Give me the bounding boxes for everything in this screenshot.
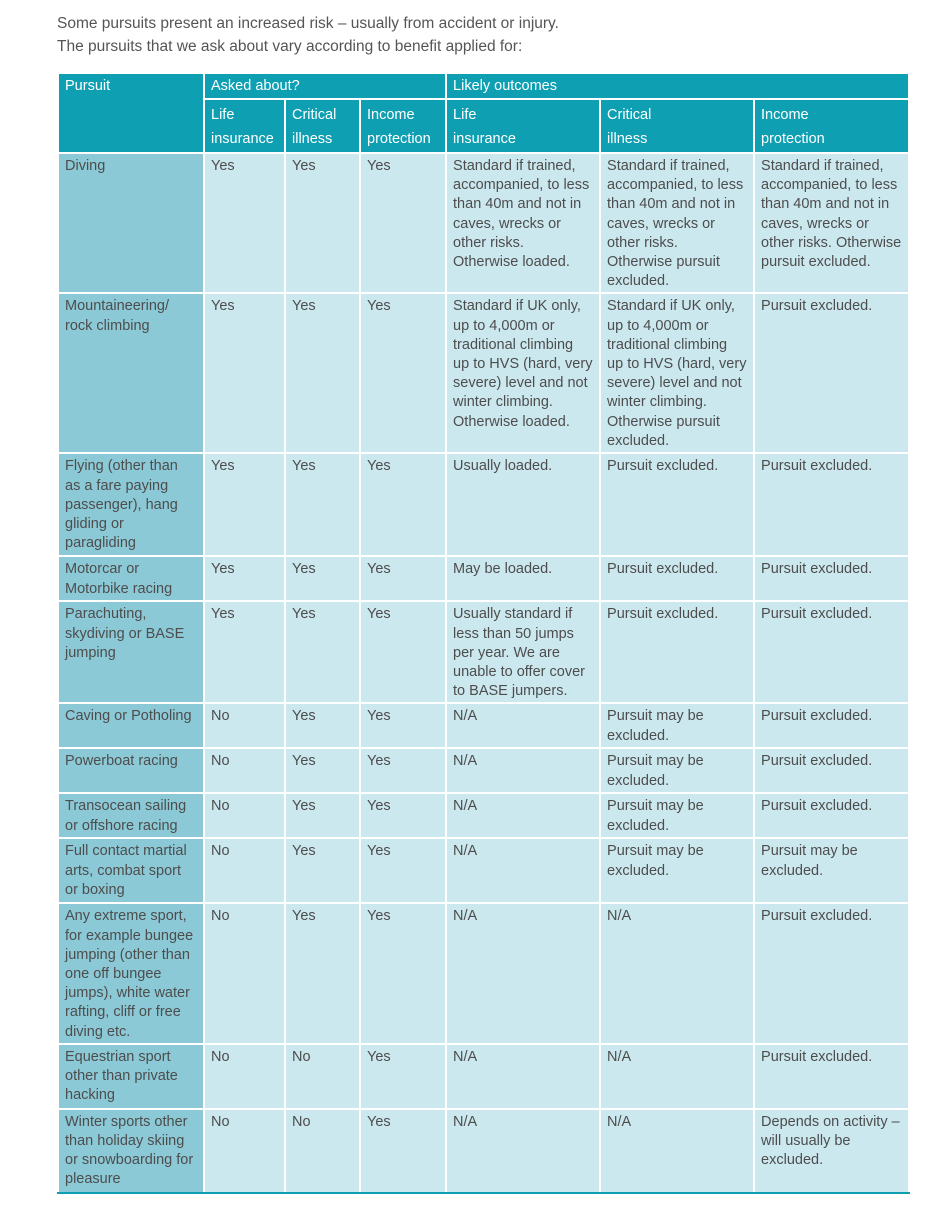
asked-income-protection-cell: Yes	[360, 903, 446, 1043]
outcome-critical-illness-cell: Pursuit excluded.	[600, 556, 754, 601]
asked-critical-illness-cell: No	[285, 1044, 360, 1109]
asked-critical-illness-header: Critical illness	[285, 99, 360, 153]
asked-life-insurance-cell: No	[204, 1044, 285, 1109]
table-row	[58, 1044, 909, 1109]
asked-life-insurance-cell: Yes	[204, 601, 285, 703]
asked-income-protection-cell: Yes	[360, 838, 446, 903]
outcome-income-protection-cell: Pursuit excluded.	[754, 453, 909, 556]
table-row	[58, 703, 909, 748]
pursuit-name-cell: Any extreme sport, for example bungee jumping (other than one off bungee jumps), white water rafting, cliff or free diving etc.	[58, 903, 204, 1043]
outcome-life-insurance-header: Life insurance	[446, 99, 600, 153]
asked-critical-illness-cell: No	[285, 1109, 360, 1193]
asked-life-insurance-header: Life insurance	[204, 99, 285, 153]
asked-life-insurance-cell: Yes	[204, 453, 285, 556]
pursuit-name-cell: Full contact martial arts, combat sport or boxing	[58, 838, 204, 903]
outcome-income-protection-cell: Pursuit excluded.	[754, 1044, 909, 1109]
outcome-critical-illness-cell: Pursuit may be excluded.	[600, 793, 754, 838]
asked-income-protection-cell: Yes	[360, 293, 446, 453]
outcome-income-protection-cell: Pursuit excluded.	[754, 793, 909, 838]
asked-income-protection-cell: Yes	[360, 1044, 446, 1109]
asked-income-protection-cell: Yes	[360, 748, 446, 793]
pursuit-name-cell: Diving	[58, 153, 204, 293]
outcome-life-insurance-cell: N/A	[446, 793, 600, 838]
asked-life-insurance-cell: No	[204, 703, 285, 748]
pursuit-name-cell: Powerboat racing	[58, 748, 204, 793]
asked-critical-illness-cell: Yes	[285, 703, 360, 748]
outcome-income-protection-cell: Pursuit excluded.	[754, 293, 909, 453]
asked-life-insurance-cell: Yes	[204, 293, 285, 453]
pursuit-name-cell: Caving or Potholing	[58, 703, 204, 748]
table-row	[58, 838, 909, 903]
table-body	[58, 153, 909, 1193]
outcome-life-insurance-cell: N/A	[446, 703, 600, 748]
outcome-life-insurance-cell: N/A	[446, 748, 600, 793]
table-row	[58, 556, 909, 601]
asked-life-insurance-cell: No	[204, 793, 285, 838]
asked-life-insurance-cell: Yes	[204, 556, 285, 601]
outcome-life-insurance-cell: N/A	[446, 903, 600, 1043]
asked-life-insurance-cell: No	[204, 1109, 285, 1193]
outcome-income-protection-cell: Pursuit excluded.	[754, 556, 909, 601]
asked-critical-illness-cell: Yes	[285, 903, 360, 1043]
outcome-income-protection-header: Income protection	[754, 99, 909, 153]
table-row	[58, 1109, 909, 1193]
outcome-critical-illness-cell: Pursuit may be excluded.	[600, 703, 754, 748]
outcome-critical-illness-cell: Pursuit may be excluded.	[600, 838, 754, 903]
outcome-income-protection-cell: Depends on activity – will usually be excluded.	[754, 1109, 909, 1193]
asked-income-protection-cell: Yes	[360, 556, 446, 601]
asked-income-protection-cell: Yes	[360, 703, 446, 748]
pursuits-table	[57, 72, 910, 1194]
likely-outcomes-header: Likely outcomes	[446, 73, 909, 99]
outcome-income-protection-cell: Pursuit excluded.	[754, 748, 909, 793]
asked-life-insurance-cell: Yes	[204, 153, 285, 293]
asked-critical-illness-cell: Yes	[285, 838, 360, 903]
table-row	[58, 793, 909, 838]
pursuit-name-cell: Motorcar or Motorbike racing	[58, 556, 204, 601]
intro-text	[57, 12, 917, 58]
outcome-income-protection-cell: Pursuit excluded.	[754, 703, 909, 748]
outcome-life-insurance-cell: May be loaded.	[446, 556, 600, 601]
asked-about-header: Asked about?	[204, 73, 446, 99]
outcome-critical-illness-header: Critical illness	[600, 99, 754, 153]
header-row-groups	[58, 73, 909, 99]
outcome-income-protection-cell: Pursuit excluded.	[754, 903, 909, 1043]
outcome-critical-illness-cell: Pursuit may be excluded.	[600, 748, 754, 793]
outcome-life-insurance-cell: Standard if UK only, up to 4,000m or traditional climbing up to HVS (hard, very severe) level and not winter climbing. Otherwise loaded.	[446, 293, 600, 453]
pursuit-name-cell: Flying (other than as a fare paying passenger), hang gliding or paragliding	[58, 453, 204, 556]
outcome-critical-illness-cell: Pursuit excluded.	[600, 453, 754, 556]
pursuit-name-cell: Parachuting, skydiving or BASE jumping	[58, 601, 204, 703]
asked-income-protection-cell: Yes	[360, 1109, 446, 1193]
table-row	[58, 903, 909, 1043]
asked-income-protection-cell: Yes	[360, 453, 446, 556]
pursuit-name-cell: Equestrian sport other than private hacking	[58, 1044, 204, 1109]
asked-critical-illness-cell: Yes	[285, 793, 360, 838]
outcome-critical-illness-cell: N/A	[600, 903, 754, 1043]
pursuit-name-cell: Winter sports other than holiday skiing or snowboarding for pleasure	[58, 1109, 204, 1193]
outcome-critical-illness-cell: Standard if trained, accompanied, to less than 40m and not in caves, wrecks or other risks. Otherwise pursuit excluded.	[600, 153, 754, 293]
asked-critical-illness-cell: Yes	[285, 153, 360, 293]
asked-life-insurance-cell: No	[204, 903, 285, 1043]
pursuit-column-header: Pursuit	[58, 73, 204, 153]
asked-income-protection-cell: Yes	[360, 793, 446, 838]
asked-life-insurance-cell: No	[204, 838, 285, 903]
intro-line-1: Some pursuits present an increased risk – usually from accident or injury.	[57, 15, 559, 32]
asked-life-insurance-cell: No	[204, 748, 285, 793]
pursuit-name-cell: Transocean sailing or offshore racing	[58, 793, 204, 838]
asked-critical-illness-cell: Yes	[285, 453, 360, 556]
table-row	[58, 293, 909, 453]
outcome-life-insurance-cell: Usually standard if less than 50 jumps per year. We are unable to offer cover to BASE jumpers.	[446, 601, 600, 703]
outcome-critical-illness-cell: Standard if UK only, up to 4,000m or traditional climbing up to HVS (hard, very severe) level and not winter climbing. Otherwise pursuit excluded.	[600, 293, 754, 453]
outcome-critical-illness-cell: Pursuit excluded.	[600, 601, 754, 703]
outcome-life-insurance-cell: N/A	[446, 1044, 600, 1109]
table-row	[58, 601, 909, 703]
outcome-life-insurance-cell: N/A	[446, 1109, 600, 1193]
outcome-income-protection-cell: Pursuit excluded.	[754, 601, 909, 703]
pursuit-name-cell: Mountaineering/ rock climbing	[58, 293, 204, 453]
outcome-life-insurance-cell: Standard if trained, accompanied, to less than 40m and not in caves, wrecks or other risks. Otherwise loaded.	[446, 153, 600, 293]
outcome-life-insurance-cell: N/A	[446, 838, 600, 903]
outcome-critical-illness-cell: N/A	[600, 1044, 754, 1109]
table-row	[58, 153, 909, 293]
asked-critical-illness-cell: Yes	[285, 601, 360, 703]
asked-critical-illness-cell: Yes	[285, 556, 360, 601]
intro-line-2: The pursuits that we ask about vary according to benefit applied for:	[57, 38, 523, 55]
outcome-income-protection-cell: Pursuit may be excluded.	[754, 838, 909, 903]
table-row	[58, 453, 909, 556]
asked-income-protection-header: Income protection	[360, 99, 446, 153]
outcome-critical-illness-cell: N/A	[600, 1109, 754, 1193]
outcome-income-protection-cell: Standard if trained, accompanied, to less than 40m and not in caves, wrecks or other risks. Otherwise pursuit excluded.	[754, 153, 909, 293]
asked-critical-illness-cell: Yes	[285, 293, 360, 453]
asked-critical-illness-cell: Yes	[285, 748, 360, 793]
outcome-life-insurance-cell: Usually loaded.	[446, 453, 600, 556]
asked-income-protection-cell: Yes	[360, 153, 446, 293]
asked-income-protection-cell: Yes	[360, 601, 446, 703]
table-row	[58, 748, 909, 793]
